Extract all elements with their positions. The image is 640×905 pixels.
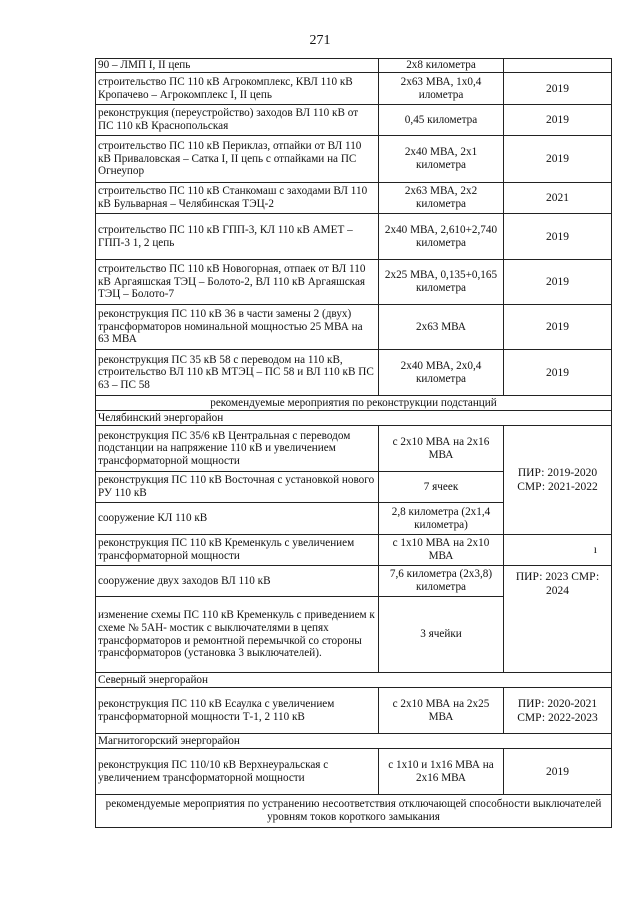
measure-volume: с 2х10 МВА на 2х25 МВА xyxy=(379,688,504,734)
measure-volume: 2х63 МВА, 1х0,4 илометра xyxy=(379,73,504,105)
measure-description: реконструкция ПС 35 кВ 58 с переводом на 110 кВ, строительство ВЛ 110 кВ МТЭЦ – ПС 58 и ВЛ 110 кВ ПС 63 – ПС 58 xyxy=(96,350,379,396)
measure-volume: 2х40 МВА, 2х1 километра xyxy=(379,136,504,183)
measure-description: изменение схемы ПС 110 кВ Кременкуль с приведением к схеме № 5АН- мостик с выключателями в цепях трансформаторов и ремонтной перемычкой со стороны трансформаторов (установка 3 выключателей). xyxy=(96,597,379,673)
measure-description: сооружение КЛ 110 кВ xyxy=(96,503,379,535)
measure-volume: с 1х10 МВА на 2х10 МВА xyxy=(379,535,504,566)
measure-description: реконструкция ПС 110 кВ Восточная с установкой нового РУ 110 кВ xyxy=(96,472,379,503)
measure-volume: 7 ячеек xyxy=(379,472,504,503)
measures-table xyxy=(95,58,612,828)
section-breakers-heading: рекомендуемые мероприятия по устранению несоответствия отключающей способности выключателей уровням токов короткого замыкания xyxy=(96,795,612,828)
table-row xyxy=(96,183,612,214)
table-row xyxy=(96,214,612,260)
measure-description: реконструкция ПС 110/10 кВ Верхнеуральская с увеличением трансформаторной мощности xyxy=(96,749,379,795)
measure-description: реконструкция (переустройство) заходов ВЛ 110 кВ от ПС 110 кВ Краснопольская xyxy=(96,105,379,136)
table-row xyxy=(96,105,612,136)
measure-volume: 2,8 километра (2х1,4 километра) xyxy=(379,503,504,535)
region-magnitogorsk-heading: Магнитогорский энергорайон xyxy=(96,734,612,749)
region-row xyxy=(96,411,612,426)
measure-year: 2021 xyxy=(504,183,612,214)
section-header-row xyxy=(96,795,612,828)
table-row xyxy=(96,535,612,566)
measure-volume: 0,45 километра xyxy=(379,105,504,136)
measure-year: 2019 xyxy=(504,73,612,105)
measure-description: строительство ПС 110 кВ Станкомаш с заходами ВЛ 110 кВ Бульварная – Челябинская ТЭЦ-2 xyxy=(96,183,379,214)
table-row xyxy=(96,59,612,73)
measure-volume: 3 ячейки xyxy=(379,597,504,673)
table-row xyxy=(96,749,612,795)
measure-description: сооружение двух заходов ВЛ 110 кВ xyxy=(96,566,379,597)
table-row xyxy=(96,305,612,350)
page-number: 271 xyxy=(309,33,331,48)
measure-year: ПИР: 2019-2020 СМР: 2021-2022 xyxy=(504,426,612,535)
measure-year: ПИР: 2020-2021 СМР: 2022-2023 xyxy=(504,688,612,734)
table-row xyxy=(96,136,612,183)
measure-description: реконструкция ПС 110 кВ Кременкуль с увеличением трансформаторной мощности xyxy=(96,535,379,566)
measure-year: ПИР: 2023 СМР: 2024 xyxy=(504,566,612,673)
measure-description: реконструкция ПС 110 кВ Есаулка с увеличением трансформаторной мощности Т-1, 2 110 кВ xyxy=(96,688,379,734)
measure-year xyxy=(504,59,612,73)
table-row xyxy=(96,688,612,734)
measure-year: 2019 xyxy=(504,350,612,396)
measure-volume: 2х63 МВА, 2х2 километра xyxy=(379,183,504,214)
region-row xyxy=(96,673,612,688)
measure-year: 2019 xyxy=(504,305,612,350)
measure-description: строительство ПС 110 кВ Агрокомплекс, КВЛ 110 кВ Кропачево – Агрокомплекс I, II цепь xyxy=(96,73,379,105)
region-chelyabinsk-heading: Челябинский энергорайон xyxy=(96,411,612,426)
measure-year: 2019 xyxy=(504,136,612,183)
measure-year: 2019 xyxy=(504,105,612,136)
stray-mark: ı xyxy=(504,535,612,566)
measure-volume: 2х40 МВА, 2х0,4 километра xyxy=(379,350,504,396)
measure-description: 90 – ЛМП I, II цепь xyxy=(96,59,379,73)
section-substations-heading: рекомендуемые мероприятия по реконструкции подстанций xyxy=(96,396,612,411)
measure-description: строительство ПС 110 кВ ГПП-3, КЛ 110 кВ АМЕТ – ГПП-3 1, 2 цепь xyxy=(96,214,379,260)
measure-description: реконструкция ПС 110 кВ 36 в части замены 2 (двух) трансформаторов номинальной мощностью 25 МВА на 63 МВА xyxy=(96,305,379,350)
measure-volume: с 2х10 МВА на 2х16 МВА xyxy=(379,426,504,472)
table-row xyxy=(96,260,612,305)
region-north-heading: Северный энергорайон xyxy=(96,673,612,688)
measure-volume: 2х40 МВА, 2,610+2,740 километра xyxy=(379,214,504,260)
section-header-row xyxy=(96,396,612,411)
measure-year: 2019 xyxy=(504,214,612,260)
table-row xyxy=(96,73,612,105)
measure-volume: 2х25 МВА, 0,135+0,165 километра xyxy=(379,260,504,305)
measure-volume: 2х63 МВА xyxy=(379,305,504,350)
measure-description: строительство ПС 110 кВ Периклаз, отпайки от ВЛ 110 кВ Приваловская – Сатка I, II цепь с отпайками на ПС Огнеупор xyxy=(96,136,379,183)
measure-year: 2019 xyxy=(504,260,612,305)
measure-year: 2019 xyxy=(504,749,612,795)
measure-description: реконструкция ПС 35/6 кВ Центральная с переводом подстанции на напряжение 110 кВ и увеличением трансформаторной мощности xyxy=(96,426,379,472)
table-row xyxy=(96,426,612,472)
table-row xyxy=(96,566,612,597)
measure-volume: 7,6 километра (2х3,8) километра xyxy=(379,566,504,597)
measure-volume: 2х8 километра xyxy=(379,59,504,73)
region-row xyxy=(96,734,612,749)
table-row xyxy=(96,350,612,396)
measure-volume: с 1х10 и 1х16 МВА на 2х16 МВА xyxy=(379,749,504,795)
measure-description: строительство ПС 110 кВ Новогорная, отпаек от ВЛ 110 кВ Аргаяшская ТЭЦ – Болото-2, ВЛ 110 кВ Аргаяшская ТЭЦ – Болото-7 xyxy=(96,260,379,305)
